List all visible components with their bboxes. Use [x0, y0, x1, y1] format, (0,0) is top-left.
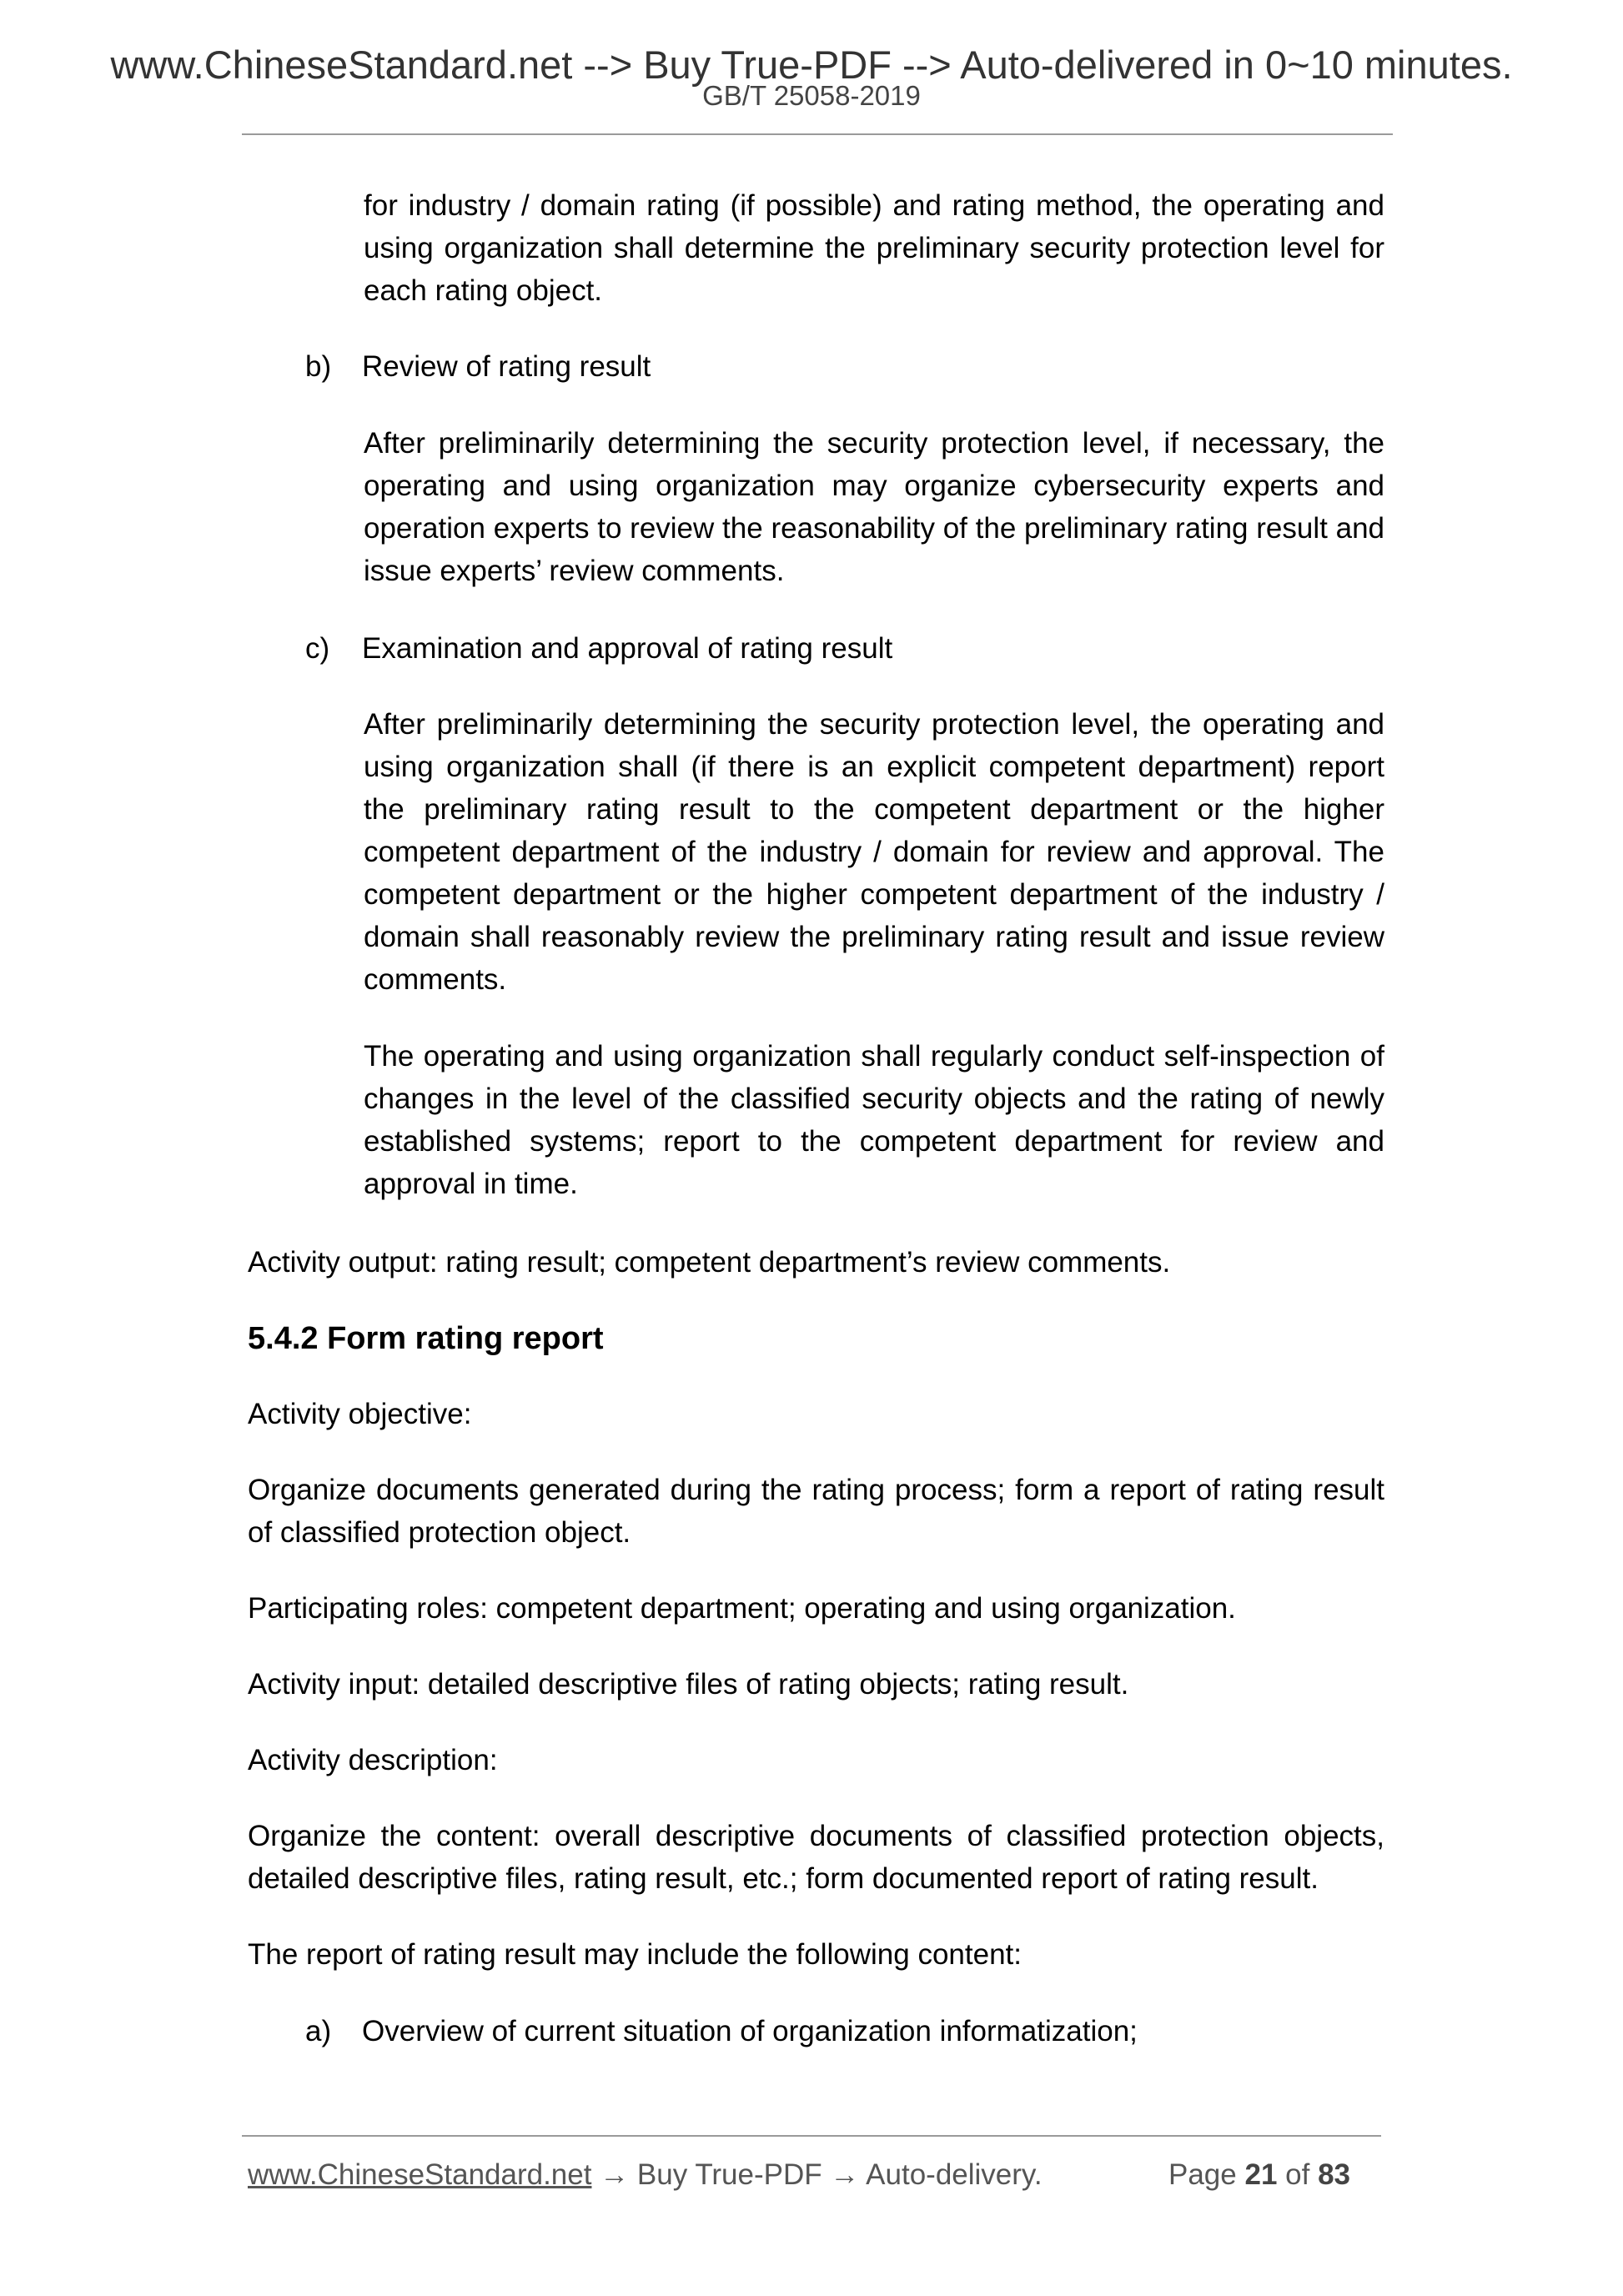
paragraph-description-label: Activity description: [248, 1744, 498, 1776]
site-link[interactable]: www.ChineseStandard.net [248, 2158, 592, 2191]
footer-tagline: → Buy True-PDF → Auto-delivery. [591, 2158, 1043, 2191]
page-of: of [1285, 2158, 1310, 2191]
paragraph-activity-output: Activity output: rating result; competent department’s review comments. [248, 1246, 1171, 1279]
paragraph-rating-continuation: for industry / domain rating (if possible) and rating method, the operating and using organization shall determine the preliminary security protection level for each rating object. [364, 189, 1384, 307]
page-total: 83 [1318, 2158, 1351, 2191]
paragraph-roles: Participating roles: competent department; operating and using organization. [248, 1592, 1236, 1625]
paragraph-organize-content: Organize the content: overall descriptive documents of classified protection objects, detailed descriptive files, rating result, etc.; form documented report of rating result. [248, 1820, 1384, 1895]
header-divider [242, 133, 1393, 135]
page-current: 21 [1244, 2158, 1278, 2191]
page-indicator [1168, 2156, 1350, 2194]
paragraph-activity-input: Activity input: detailed descriptive files of rating objects; rating result. [248, 1668, 1129, 1701]
list-item-title: Examination and approval of rating result [362, 632, 893, 665]
list-label: a) [305, 2015, 332, 2047]
paragraph-objective-label: Activity objective: [248, 1398, 472, 1430]
section-heading: 5.4.2 Form rating report [248, 1321, 604, 1356]
paragraph-review: After preliminarily determining the security protection level, if necessary, the operating and using organization may organize cybersecurity experts and operation experts to review the reasonability of the preliminary rating result and issue experts’ review comments. [364, 427, 1384, 587]
paragraph-approval: After preliminarily determining the security protection level, the operating and using organization shall (if there is an explicit competent department) report the preliminary rating result to the competent department or the higher competent department of the industry / domain for review and approval. The competent department or the higher competent department of the industry / domain shall reasonably review the preliminary rating result and issue review comments. [364, 708, 1384, 996]
list-label: c) [305, 632, 330, 665]
paragraph-report-intro: The report of rating result may include the following content: [248, 1938, 1022, 1971]
footer-divider [242, 2135, 1381, 2137]
paragraph-objective: Organize documents generated during the rating process; form a report of rating result of classified protection object. [248, 1474, 1384, 1549]
page-label: Page [1168, 2158, 1237, 2191]
site-banner: www.ChineseStandard.net --> Buy True-PDF --> Auto-delivered in 0~10 minutes. [110, 43, 1513, 87]
standard-code: GB/T 25058-2019 [702, 80, 921, 111]
list-item-text: Overview of current situation of organization informatization; [362, 2015, 1138, 2047]
paragraph-self-inspection: The operating and using organization shall regularly conduct self-inspection of changes in the level of the classified security objects and the rating of newly established systems; report to the competent department for review and approval in time. [364, 1040, 1384, 1200]
list-item-title: Review of rating result [362, 350, 651, 383]
list-label: b) [305, 350, 332, 383]
page-footer [248, 2156, 1384, 2194]
